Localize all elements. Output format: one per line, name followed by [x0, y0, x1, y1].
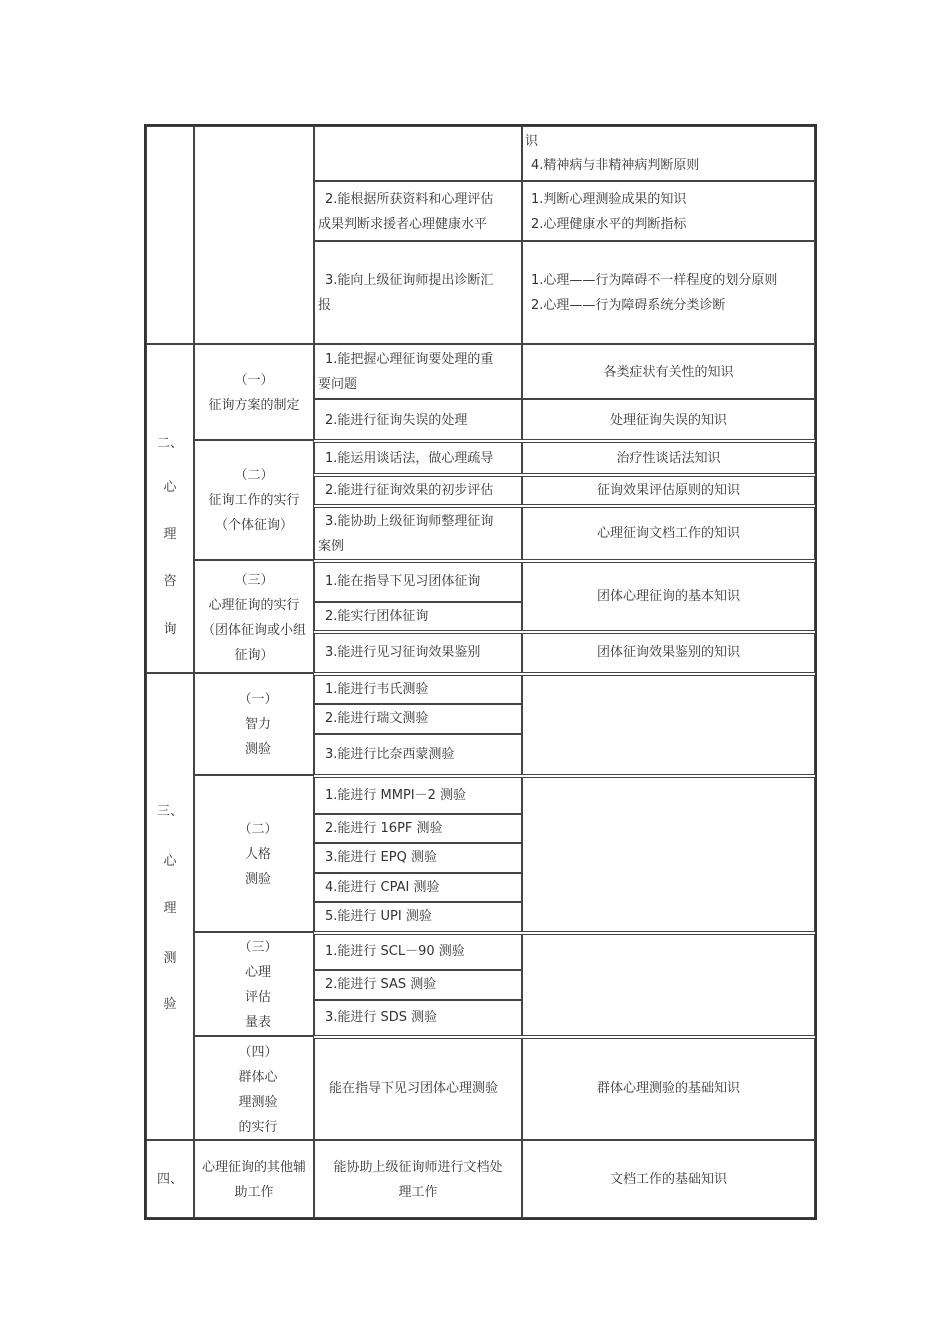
- skill-line: 1.能进行 SCL－90 测验: [325, 944, 465, 959]
- skill-line: 2.能进行瑞文测验: [325, 711, 429, 726]
- unit-label-line: 心理征询的其他辅: [201, 1160, 306, 1175]
- other-section-label-cell: [146, 1140, 194, 1218]
- sec2-r1-skill-cell: [314, 126, 522, 181]
- sec2-col2-cell: [194, 126, 314, 344]
- unit-label-line: 测验: [244, 872, 271, 887]
- consult-g1-label-cell: [194, 344, 314, 440]
- knowledge-text: 处理征询失误的知识: [609, 413, 727, 428]
- skill-line: 能在指导下见习团体心理测验: [329, 1081, 499, 1096]
- knowledge-text: 治疗性谈话法知识: [616, 451, 721, 466]
- sec2-col1-cell: [146, 126, 194, 344]
- consult-section-label-cell: [146, 344, 194, 673]
- knowledge-text: 各类症状有关性的知识: [603, 365, 734, 380]
- knowledge-line: 1.判断心理测验成果的知识: [531, 192, 687, 207]
- skill-line: 2.能进行 16PF 测验: [325, 821, 443, 836]
- consult-g3-r1-skill-cell: [314, 562, 522, 602]
- test-g4-skill-cell: [314, 1038, 522, 1140]
- knowledge-text: 团体心理征询的基本知识: [596, 589, 740, 604]
- skill-line: 要问题: [318, 377, 358, 392]
- unit-label-line: 评估: [244, 990, 271, 1005]
- section-char: 测: [163, 951, 177, 966]
- section-char: 验: [163, 997, 177, 1012]
- test-g1-r1-skill-cell: [314, 675, 522, 704]
- skill-line: 1.能进行韦氏测验: [325, 682, 429, 697]
- knowledge-line: 2.心理健康水平的判断指标: [531, 217, 687, 232]
- skill-line: 1.能进行 MMPI－2 测验: [325, 788, 467, 803]
- unit-label-line: （团体征询或小组: [201, 623, 306, 638]
- section-number: 三、: [156, 804, 183, 819]
- consult-g2-label-cell: [194, 440, 314, 560]
- test-g3-r2-skill-cell: [314, 970, 522, 1000]
- test-g2-r2-skill-cell: [314, 814, 522, 843]
- consult-g2-r1-skill-cell: [314, 442, 522, 474]
- other-knowledge-cell: [522, 1140, 815, 1218]
- unit-label-line: 群体心: [238, 1070, 278, 1085]
- test-g2-r4-skill-cell: [314, 873, 522, 902]
- skill-line: 1.能把握心理征询要处理的重: [325, 352, 494, 367]
- consult-g1-r1-skill-cell: [314, 344, 522, 399]
- skill-line: 5.能进行 UPI 测验: [325, 909, 432, 924]
- skill-line: 3.能进行见习征询效果鉴别: [325, 645, 481, 660]
- skill-line: 4.能进行 CPAI 测验: [325, 880, 440, 895]
- knowledge-line: 1.心理——行为障碍不一样程度的划分原则: [531, 273, 778, 288]
- sec2-r2-skill-cell: [314, 181, 522, 241]
- test-g2-knowledge-cell: [522, 777, 815, 932]
- consult-g3-r2-skill-cell: [314, 602, 522, 631]
- knowledge-line: 4.精神病与非精神病判断原则: [531, 158, 700, 173]
- test-g2-label-cell: [194, 775, 314, 932]
- section-char: 心: [163, 480, 177, 495]
- knowledge-line: 2.心理——行为障碍系统分类诊断: [531, 298, 726, 313]
- skill-line: 案例: [318, 539, 345, 554]
- unit-label-line: 测验: [244, 742, 271, 757]
- consult-g1-r2-skill-cell: [314, 399, 522, 440]
- unit-label-line: （四）: [238, 1045, 278, 1060]
- unit-label-line: （一）: [234, 373, 274, 388]
- consult-g3-label-cell: [194, 560, 314, 673]
- test-g1-r2-skill-cell: [314, 704, 522, 734]
- unit-label-line: （二）: [234, 468, 274, 483]
- test-g2-r5-skill-cell: [314, 902, 522, 932]
- sec2-r1-knowledge-cell: [522, 126, 815, 181]
- skill-line: 2.能实行团体征询: [325, 609, 429, 624]
- test-g2-r1-skill-cell: [314, 777, 522, 814]
- skill-line: 成果判断求援者心理健康水平: [318, 217, 488, 232]
- sec2-r3-skill-cell: [314, 241, 522, 344]
- unit-label-line: 心理: [244, 965, 271, 980]
- unit-label-line: 智力: [244, 717, 271, 732]
- consult-g2-r2-knowledge-cell: [522, 476, 815, 505]
- test-g3-knowledge-cell: [522, 934, 815, 1036]
- unit-label-line: 理测验: [238, 1095, 278, 1110]
- unit-label-line: （三）: [238, 940, 278, 955]
- skill-line: 报: [318, 298, 332, 313]
- knowledge-line: 识: [525, 134, 539, 149]
- other-skill-cell: [314, 1140, 522, 1218]
- sec2-r3-knowledge-cell: [522, 241, 815, 344]
- unit-label-line: 人格: [244, 847, 271, 862]
- unit-label-line: 征询工作的实行: [208, 493, 300, 508]
- unit-label-line: 的实行: [238, 1120, 278, 1135]
- consult-g1-r2-knowledge-cell: [522, 399, 815, 440]
- consult-g3-r3-skill-cell: [314, 633, 522, 673]
- consult-g2-r3-skill-cell: [314, 507, 522, 560]
- test-g4-knowledge-cell: [522, 1038, 815, 1140]
- skill-line: 3.能向上级征询师提出诊断汇: [325, 273, 494, 288]
- consult-g2-r1-knowledge-cell: [522, 442, 815, 474]
- skill-line: 3.能进行 SDS 测验: [325, 1010, 438, 1025]
- test-g1-knowledge-cell: [522, 675, 815, 775]
- knowledge-text: 心理征询文档工作的知识: [596, 526, 740, 541]
- test-g3-label-cell: [194, 932, 314, 1036]
- section-char: 理: [163, 901, 177, 916]
- skill-line: 3.能协助上级征询师整理征询: [325, 514, 494, 529]
- unit-label-line: （三）: [234, 573, 274, 588]
- test-g4-label-cell: [194, 1036, 314, 1140]
- knowledge-text: 征询效果评估原则的知识: [596, 483, 740, 498]
- skill-line: 3.能进行 EPQ 测验: [325, 850, 437, 865]
- unit-label-line: 量表: [244, 1015, 271, 1030]
- section-number: 二、: [156, 436, 183, 451]
- skill-line: 能协助上级征询师进行文档处: [333, 1160, 503, 1175]
- test-g2-r3-skill-cell: [314, 843, 522, 873]
- unit-label-line: 征询方案的制定: [208, 398, 300, 413]
- other-unit-cell: [194, 1140, 314, 1218]
- consult-g3-r3-knowledge-cell: [522, 633, 815, 673]
- test-section-label-cell: [146, 673, 194, 1140]
- section-number: 四、: [156, 1172, 183, 1187]
- skill-line: 1.能在指导下见习团体征询: [325, 574, 481, 589]
- section-char: 理: [163, 527, 177, 542]
- skill-line: 2.能进行 SAS 测验: [325, 977, 437, 992]
- unit-label-line: （二）: [238, 822, 278, 837]
- skill-line: 1.能运用谈话法，做心理疏导: [325, 451, 494, 466]
- consult-g2-r3-knowledge-cell: [522, 507, 815, 560]
- consult-g2-r2-skill-cell: [314, 476, 522, 505]
- section-char: 心: [163, 854, 177, 869]
- section-char: 咨: [163, 574, 177, 589]
- unit-label-line: （一）: [238, 692, 278, 707]
- unit-label-line: （个体征询）: [214, 518, 293, 533]
- knowledge-text: 团体征询效果鉴别的知识: [596, 645, 740, 660]
- skill-line: 2.能进行征询失误的处理: [325, 413, 468, 428]
- skill-line: 2.能进行征询效果的初步评估: [325, 483, 494, 498]
- knowledge-text: 文档工作的基础知识: [609, 1172, 727, 1187]
- consult-g1-r1-knowledge-cell: [522, 344, 815, 399]
- skill-line: 2.能根据所获资料和心理评估: [325, 192, 494, 207]
- skill-line: 理工作: [398, 1185, 438, 1200]
- sec2-r2-knowledge-cell: [522, 181, 815, 241]
- skill-line: 3.能进行比奈西蒙测验: [325, 747, 455, 762]
- unit-label-line: 征询）: [234, 648, 274, 663]
- section-char: 询: [163, 622, 177, 637]
- test-g1-label-cell: [194, 673, 314, 775]
- test-g3-r1-skill-cell: [314, 934, 522, 970]
- unit-label-line: 助工作: [234, 1185, 274, 1200]
- consult-g3-shared-knowledge-cell: [522, 562, 815, 631]
- knowledge-text: 群体心理测验的基础知识: [596, 1081, 740, 1096]
- unit-label-line: 心理征询的实行: [208, 598, 300, 613]
- test-g1-r3-skill-cell: [314, 734, 522, 775]
- test-g3-r3-skill-cell: [314, 1000, 522, 1036]
